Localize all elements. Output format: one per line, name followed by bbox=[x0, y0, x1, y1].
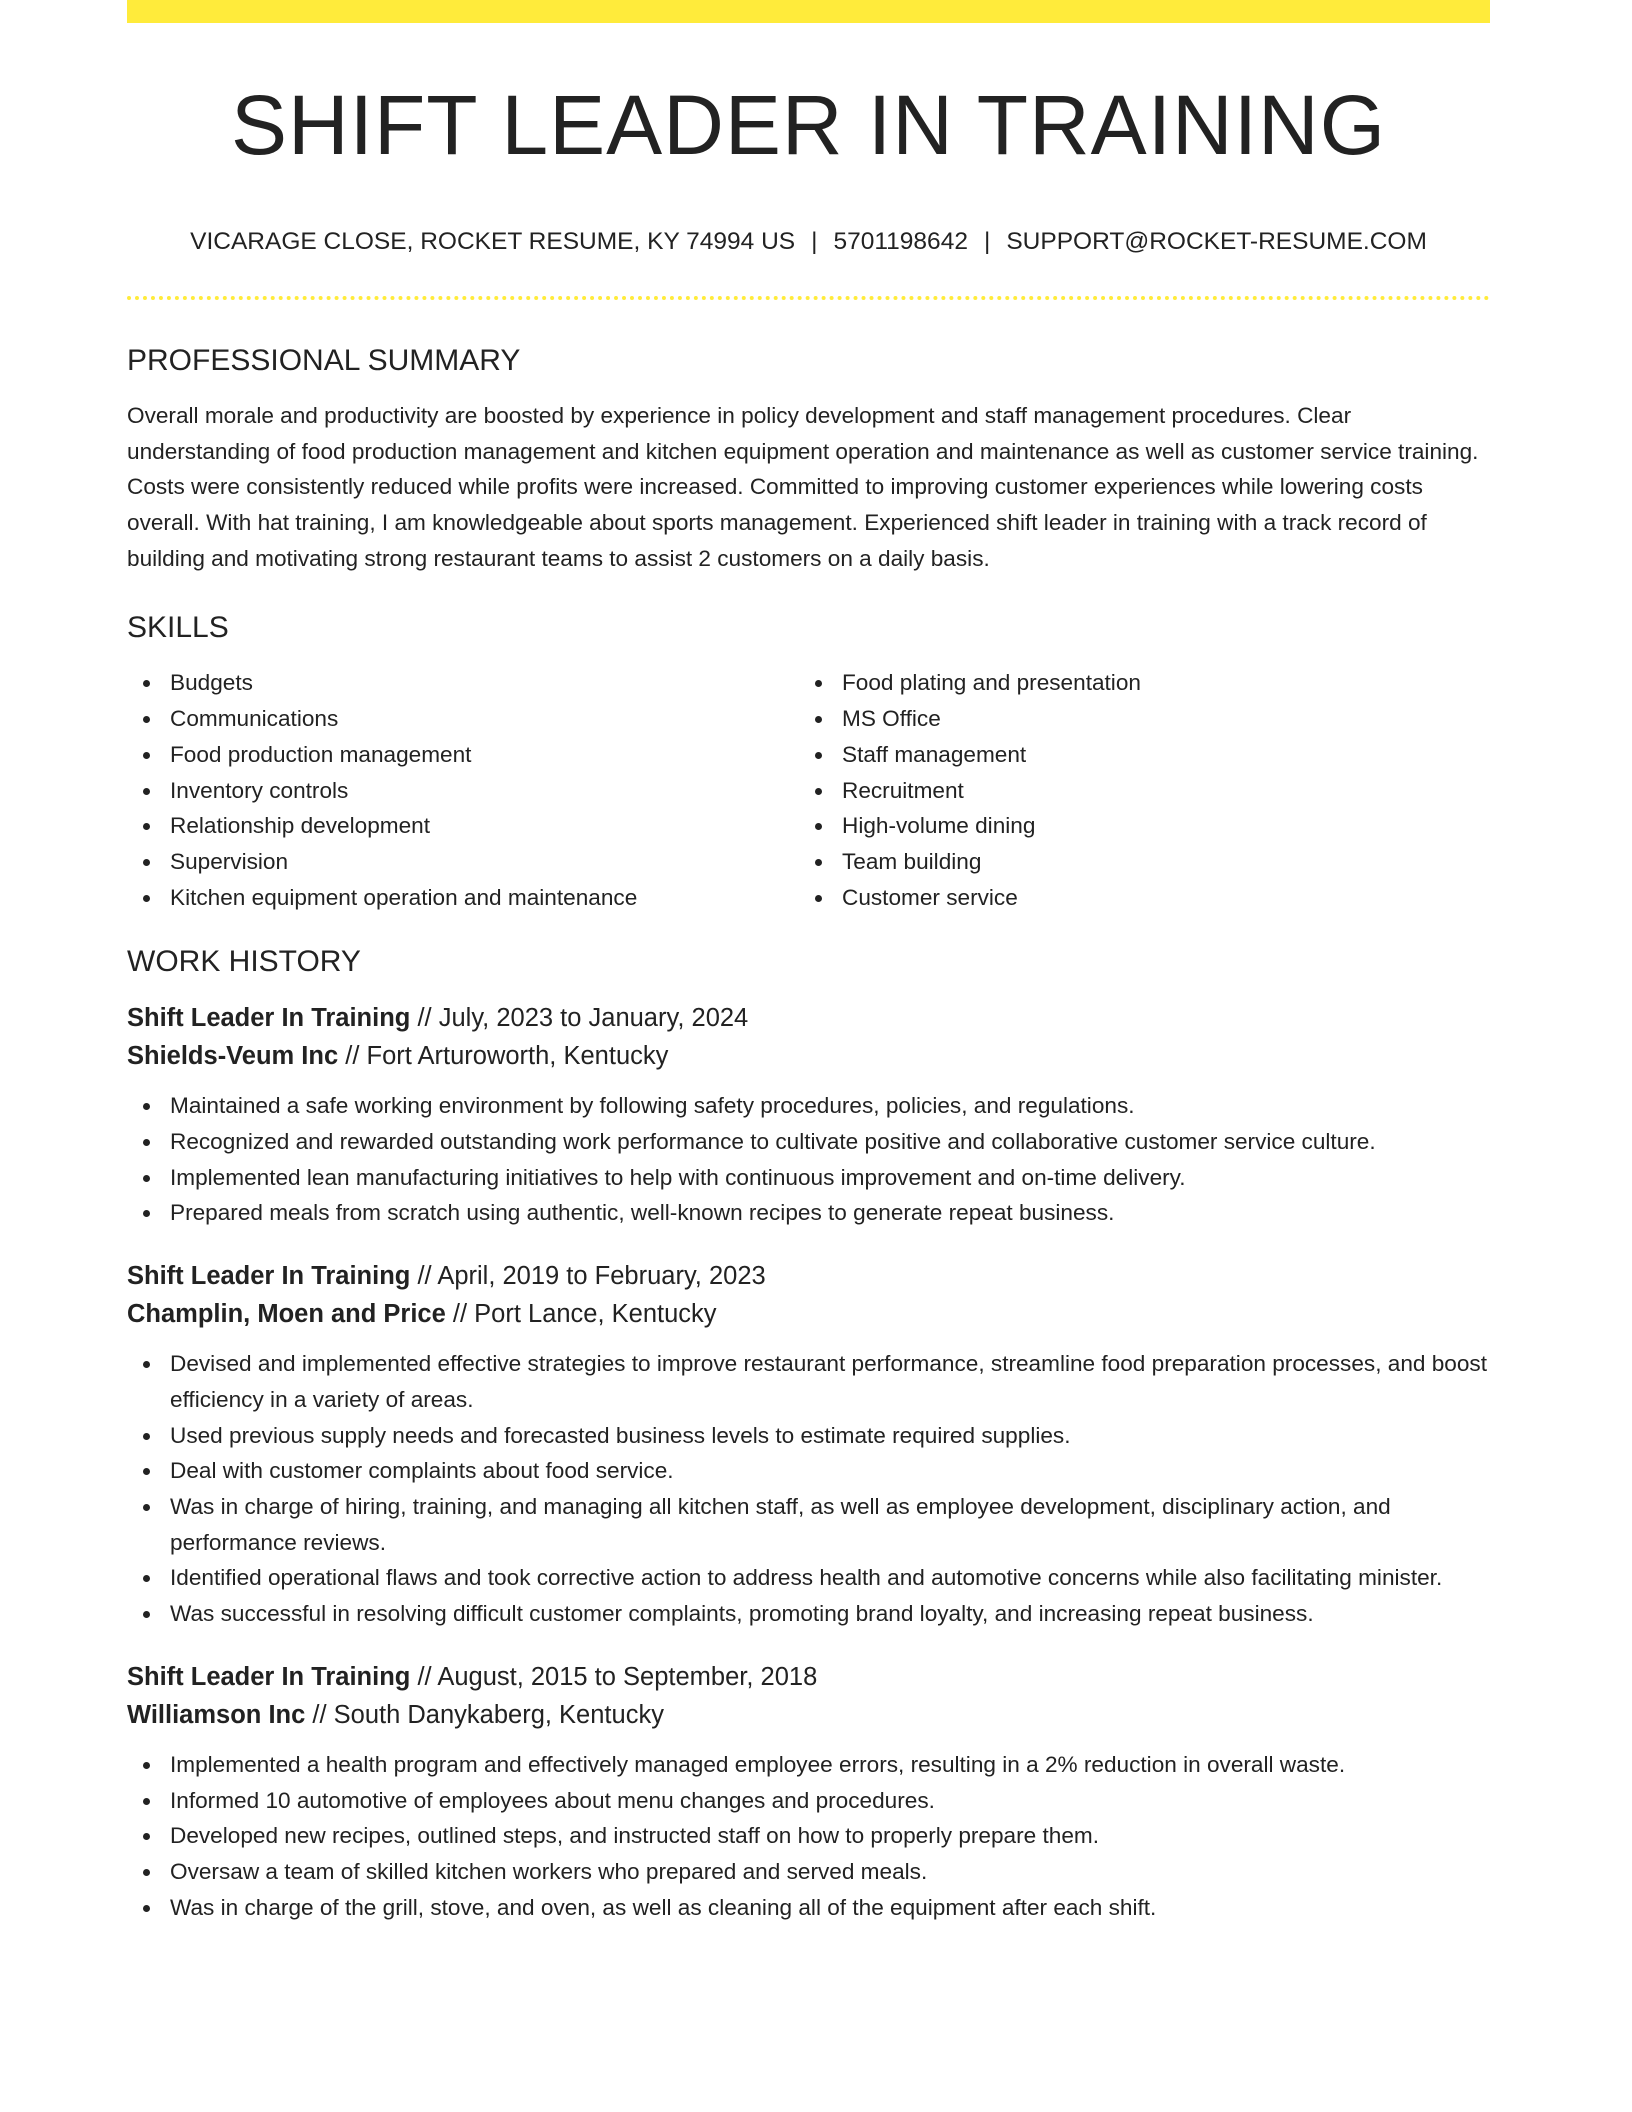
contact-separator: | bbox=[811, 228, 818, 255]
job-bullet: Informed 10 automotive of employees about menu changes and procedures. bbox=[127, 1783, 1490, 1819]
job-bullet: Implemented lean manufacturing initiatives to help with continuous improvement and on-time delivery. bbox=[127, 1160, 1490, 1196]
job-entry bbox=[127, 1658, 1490, 1926]
job-title: Shift Leader In Training bbox=[127, 1662, 411, 1691]
job-bullets bbox=[127, 1088, 1490, 1231]
section-title-skills: SKILLS bbox=[127, 611, 229, 645]
skill-item: Kitchen equipment operation and maintenance bbox=[127, 880, 799, 916]
skill-item: Team building bbox=[799, 844, 1490, 880]
job-bullet: Identified operational flaws and took corrective action to address health and automotive concerns while also facilitating minister. bbox=[127, 1560, 1490, 1596]
resume-page bbox=[127, 0, 1490, 1925]
job-bullet: Used previous supply needs and forecasted business levels to estimate required supplies. bbox=[127, 1418, 1490, 1454]
contact-separator: | bbox=[983, 228, 991, 255]
job-company-line bbox=[127, 1295, 1490, 1333]
job-bullet: Devised and implemented effective strategies to improve restaurant performance, streamline food preparation processes, and boost efficiency in a variety of areas. bbox=[127, 1346, 1490, 1417]
job-title-line bbox=[127, 1257, 1490, 1295]
job-dates: // April, 2019 to February, 2023 bbox=[417, 1262, 766, 1291]
skill-item: Food production management bbox=[127, 737, 799, 773]
job-bullet: Developed new recipes, outlined steps, and instructed staff on how to properly prepare them. bbox=[127, 1818, 1490, 1854]
accent-bar bbox=[127, 0, 1490, 23]
job-location: // South Danykaberg, Kentucky bbox=[312, 1700, 664, 1729]
job-company: Williamson Inc bbox=[127, 1700, 306, 1729]
skills-column-left bbox=[127, 665, 799, 915]
job-bullet: Was in charge of hiring, training, and managing all kitchen staff, as well as employee development, disciplinary action, and performance reviews. bbox=[127, 1489, 1490, 1560]
skill-item: Inventory controls bbox=[127, 773, 799, 809]
skill-item: Relationship development bbox=[127, 808, 799, 844]
resume-title: SHIFT LEADER IN TRAINING bbox=[230, 78, 1387, 172]
job-dates: // August, 2015 to September, 2018 bbox=[417, 1662, 818, 1691]
summary-text: Overall morale and productivity are boosted by experience in policy development and staff management procedures. Clear understanding of food production management and kitchen equipment operation and maintenance as well as customer service training. Costs were consistently reduced while profits were increased. Committed to improving customer experiences while lowering costs overall. With hat training, I am knowledgeable about sports management. Experienced shift leader in training with a track record of building and motivating strong restaurant teams to assist 2 customers on a daily basis. bbox=[127, 402, 1479, 571]
job-bullet: Maintained a safe working environment by following safety procedures, policies, and regulations. bbox=[127, 1088, 1490, 1124]
job-title: Shift Leader In Training bbox=[127, 1262, 411, 1291]
job-location: // Fort Arturoworth, Kentucky bbox=[345, 1042, 669, 1071]
contact-phone: 5701198642 bbox=[833, 228, 968, 255]
skill-item: Budgets bbox=[127, 665, 799, 701]
job-company: Shields-Veum Inc bbox=[127, 1042, 339, 1071]
job-bullet: Recognized and rewarded outstanding work performance to cultivate positive and collaborative customer service culture. bbox=[127, 1124, 1490, 1160]
skill-item: MS Office bbox=[799, 701, 1490, 737]
job-company-line bbox=[127, 1037, 1490, 1075]
skill-item: Recruitment bbox=[799, 773, 1490, 809]
job-location: // Port Lance, Kentucky bbox=[452, 1300, 717, 1329]
contact-line bbox=[127, 229, 1490, 256]
job-bullet: Was successful in resolving difficult customer complaints, promoting brand loyalty, and increasing repeat business. bbox=[127, 1596, 1490, 1632]
skill-item: Staff management bbox=[799, 737, 1490, 773]
section-title-work-history: WORK HISTORY bbox=[127, 945, 361, 979]
job-bullet: Oversaw a team of skilled kitchen workers who prepared and served meals. bbox=[127, 1854, 1490, 1890]
skill-item: Supervision bbox=[127, 844, 799, 880]
job-bullet: Was in charge of the grill, stove, and oven, as well as cleaning all of the equipment after each shift. bbox=[127, 1890, 1490, 1926]
contact-address: VICARAGE CLOSE, ROCKET RESUME, KY 74994 US bbox=[190, 228, 796, 255]
skill-item: Communications bbox=[127, 701, 799, 737]
job-title: Shift Leader In Training bbox=[127, 1004, 411, 1033]
job-entry bbox=[127, 999, 1490, 1231]
job-title-line bbox=[127, 999, 1490, 1037]
job-entry bbox=[127, 1257, 1490, 1632]
skill-item: Food plating and presentation bbox=[799, 665, 1490, 701]
job-dates: // July, 2023 to January, 2024 bbox=[417, 1004, 749, 1033]
section-title-summary: PROFESSIONAL SUMMARY bbox=[127, 343, 521, 377]
job-bullet: Prepared meals from scratch using authentic, well-known recipes to generate repeat business. bbox=[127, 1195, 1490, 1231]
job-title-line bbox=[127, 1658, 1490, 1696]
skill-item: High-volume dining bbox=[799, 808, 1490, 844]
contact-email: SUPPORT@ROCKET-RESUME.COM bbox=[1006, 228, 1427, 255]
job-bullet: Deal with customer complaints about food service. bbox=[127, 1453, 1490, 1489]
skill-item: Customer service bbox=[799, 880, 1490, 916]
job-bullets bbox=[127, 1346, 1490, 1632]
job-company-line bbox=[127, 1696, 1490, 1734]
job-bullets bbox=[127, 1747, 1490, 1926]
dotted-divider bbox=[127, 296, 1490, 300]
skills-column-right bbox=[799, 665, 1490, 915]
job-company: Champlin, Moen and Price bbox=[127, 1300, 446, 1329]
skills-list bbox=[127, 665, 1490, 915]
job-bullet: Implemented a health program and effectively managed employee errors, resulting in a 2% reduction in overall waste. bbox=[127, 1747, 1490, 1783]
